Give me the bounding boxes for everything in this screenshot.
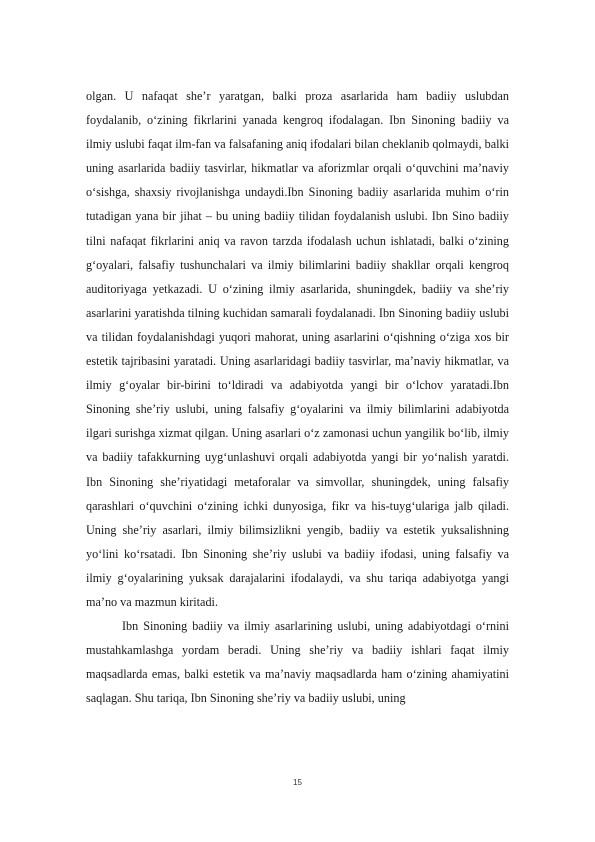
paragraph-1: olgan. U nafaqat she’r yaratgan, balki proza asarlarida ham badiiy uslubdan foydalanib, o‘zining fikrlarini yanada kengroq ifodalagan. Ibn Sinoning badiiy va ilmiy uslubi faqat ilm-fan va falsafaning aniq ifodalari bilan cheklanib qolmaydi, balki uning asarlarida badiiy tasvirlar, hikmatlar va aforizmlar orqali o‘quvchini ma’naviy o‘sishga, shaxsiy rivojlanishga undaydi.Ibn Sinoning badiiy asarlarida muhim o‘rin tutadigan yana bir jihat – bu uning badiiy tilidan foydalanish uslubi. Ibn Sino badiiy tilni nafaqat fikrlarini aniq va ravon tarzda ifodalash uchun ishlatadi, balki o‘zining g‘oyalari, falsafiy tushunchalari va ilmiy bilimlarini badiiy shakllar orqali kengroq auditoriyaga yetkazadi. U o‘zining ilmiy asarlarida, shuningdek, badiiy va she’riy asarlarini yaratishda tilning kuchidan samarali foydalanadi. Ibn Sinoning badiiy uslubi va tilidan foydalanishdagi yuqori mahorat, uning asarlarini o‘qishning o‘ziga xos bir estetik tajribasini yaratadi. Uning asarlaridagi badiiy tasvirlar, ma’naviy hikmatlar, va ilmiy g‘oyalar bir-birini to‘ldiradi va adabiyotda yangi bir o‘lchov yaratadi.Ibn Sinoning she’riy uslubi, uning falsafiy g‘oyalarini va ilmiy bilimlarini adabiyotda ilgari surishga xizmat qilgan. Uning asarlari o‘z zamonasi uchun yangilik bo‘lib, ilmiy va badiiy tafakkurning uyg‘unlashuvi orqali adabiyotda yangi bir yo‘nalish yaratdi. Ibn Sinoning she’riyatidagi metaforalar va simvollar, shuningdek, uning falsafiy qarashlari o‘quvchini o‘zining ichki dunyosiga, fikr va his-tuyg‘ulariga jalb qiladi. Uning she’riy asarlari, ilmiy bilimsizlikni yengib, badiiy va estetik yuksalishning yo‘lini ko‘rsatadi. Ibn Sinoning she’riy uslubi va badiiy ifodasi, uning falsafiy va ilmiy g‘oyalarining yuksak darajalarini ifodalaydi, va shu tariqa adabiyotga yangi ma’no va mazmun kiritadi. <box>86 89 509 609</box>
paragraph-2: Ibn Sinoning badiiy va ilmiy asarlarining uslubi, uning adabiyotdagi o‘rnini mustahkamlashga yordam beradi. Uning she’riy va badiiy ishlari faqat ilmiy maqsadlarda emas, balki estetik va ma’naviy maqsadlarda ham o‘zining ahamiyatini saqlagan. Shu tariqa, Ibn Sinoning she’riy va badiiy uslubi, uning <box>86 619 509 706</box>
body-text <box>86 84 509 710</box>
page-number: 15 <box>293 778 302 787</box>
